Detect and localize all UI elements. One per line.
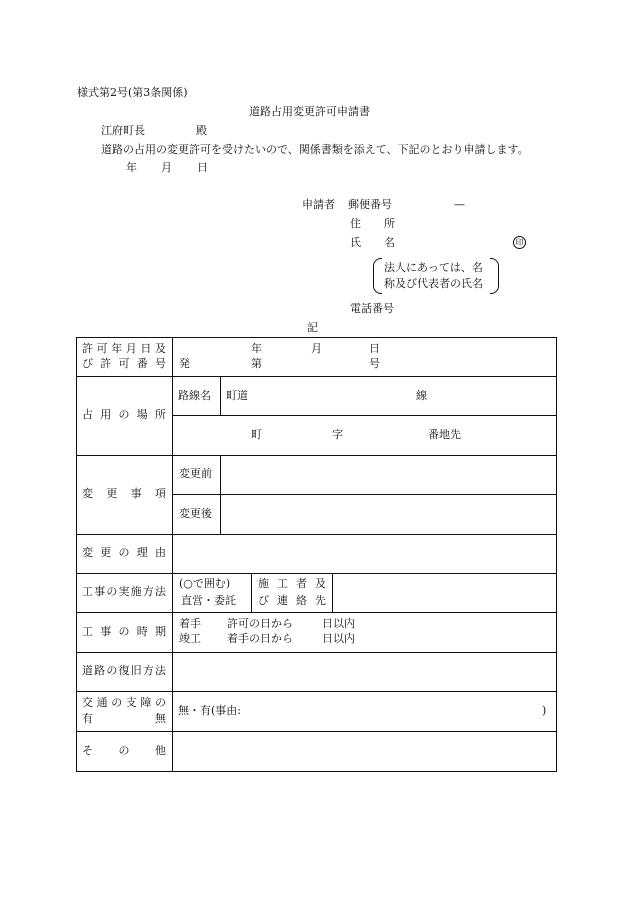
row-divider (76, 691, 556, 692)
permit-go-label: 号 (369, 357, 380, 370)
permit-label-line1: 許可年月日及 (82, 342, 166, 355)
name-label-2: 名 (384, 236, 395, 249)
name-label-1: 氏 (350, 236, 361, 249)
permit-label-line2: び許可番号 (82, 357, 166, 370)
period-end-text: 着手の日から (227, 632, 293, 645)
right-bracket-icon (490, 258, 499, 294)
other-label: その他 (82, 744, 166, 757)
town-label: 町 (251, 428, 262, 441)
permit-dai-label: 第 (251, 357, 262, 370)
row-divider (76, 652, 556, 653)
contractor-label-line1: 施工者及 (258, 577, 326, 590)
route-name-label: 路線名 (178, 389, 211, 402)
method-label: 工事の実施方法 (82, 585, 166, 598)
date-year-label: 年 (126, 161, 137, 174)
permit-day-label: 日 (369, 342, 380, 355)
aza-label: 字 (332, 428, 343, 441)
postal-code-dash: — (454, 198, 465, 211)
route-suffix: 線 (416, 389, 427, 402)
traffic-label-no: 無 (155, 712, 166, 725)
ki-label: 記 (307, 321, 318, 334)
date-month-label: 月 (161, 161, 172, 174)
corporation-note-line1: 法人にあっては、名 (384, 261, 483, 274)
permit-month-label: 月 (311, 342, 322, 355)
contractor-label-line2: び連絡先 (258, 594, 326, 607)
method-circle-note: (○で囲む) (179, 577, 231, 590)
permit-hatsu-label: 発 (179, 357, 190, 370)
table-column-divider (172, 337, 173, 771)
restore-label: 道路の復旧方法 (82, 664, 166, 677)
traffic-value: 無・有(事由: (178, 704, 241, 717)
period-end-suffix: 日以内 (322, 632, 355, 645)
row-divider (76, 573, 556, 574)
addressee-honorific: 殿 (196, 124, 207, 137)
period-start-prefix: 着手 (179, 617, 201, 630)
body-text: 道路の占用の変更許可を受けたいので、関係書類を添えて、下記のとおり申請します。 (101, 143, 529, 156)
method-options: 直営・委託 (181, 594, 236, 607)
row-divider (76, 612, 556, 613)
period-label: 工事の時期 (82, 625, 166, 638)
traffic-label-line1: 交通の支障の (82, 696, 166, 709)
method-divider (251, 573, 252, 612)
route-name-value: 町道 (226, 389, 248, 402)
row-divider (76, 731, 556, 732)
banchi-label: 番地先 (428, 428, 461, 441)
addressee-name: 江府町長 (101, 124, 145, 137)
period-start-suffix: 日以内 (322, 617, 355, 630)
place-label: 占用の場所 (82, 408, 166, 421)
sub-row-divider (172, 415, 556, 416)
address-label-2: 所 (384, 217, 395, 230)
address-label-1: 住 (350, 217, 361, 230)
change-label: 変更事項 (82, 487, 166, 500)
left-bracket-icon (373, 258, 382, 294)
change-after-label: 変更後 (179, 507, 212, 520)
corporation-note-line2: 称及び代表者の氏名 (384, 277, 483, 290)
postal-code-label: 郵便番号 (348, 198, 392, 211)
phone-label: 電話番号 (350, 302, 394, 315)
form-number: 様式第2号(第3条関係) (77, 86, 188, 99)
row-divider (76, 534, 556, 535)
permit-year-label: 年 (251, 342, 262, 355)
seal-icon: 印 (513, 236, 526, 249)
change-before-label: 変更前 (179, 467, 212, 480)
traffic-label-yes: 有 (82, 712, 93, 725)
period-start-text: 許可の日から (227, 617, 293, 630)
reason-label: 変更の理由 (82, 546, 166, 559)
row-divider (76, 376, 556, 377)
date-day-label: 日 (197, 161, 208, 174)
sub-row-divider (172, 494, 556, 495)
traffic-close-paren: ) (542, 704, 547, 717)
route-label-divider (220, 376, 221, 415)
change-label-divider (220, 455, 221, 534)
period-end-prefix: 竣工 (179, 632, 201, 645)
applicant-label: 申請者 (302, 198, 335, 211)
contractor-divider (332, 573, 333, 612)
row-divider (76, 455, 556, 456)
document-title: 道路占用変更許可申請書 (249, 105, 370, 118)
